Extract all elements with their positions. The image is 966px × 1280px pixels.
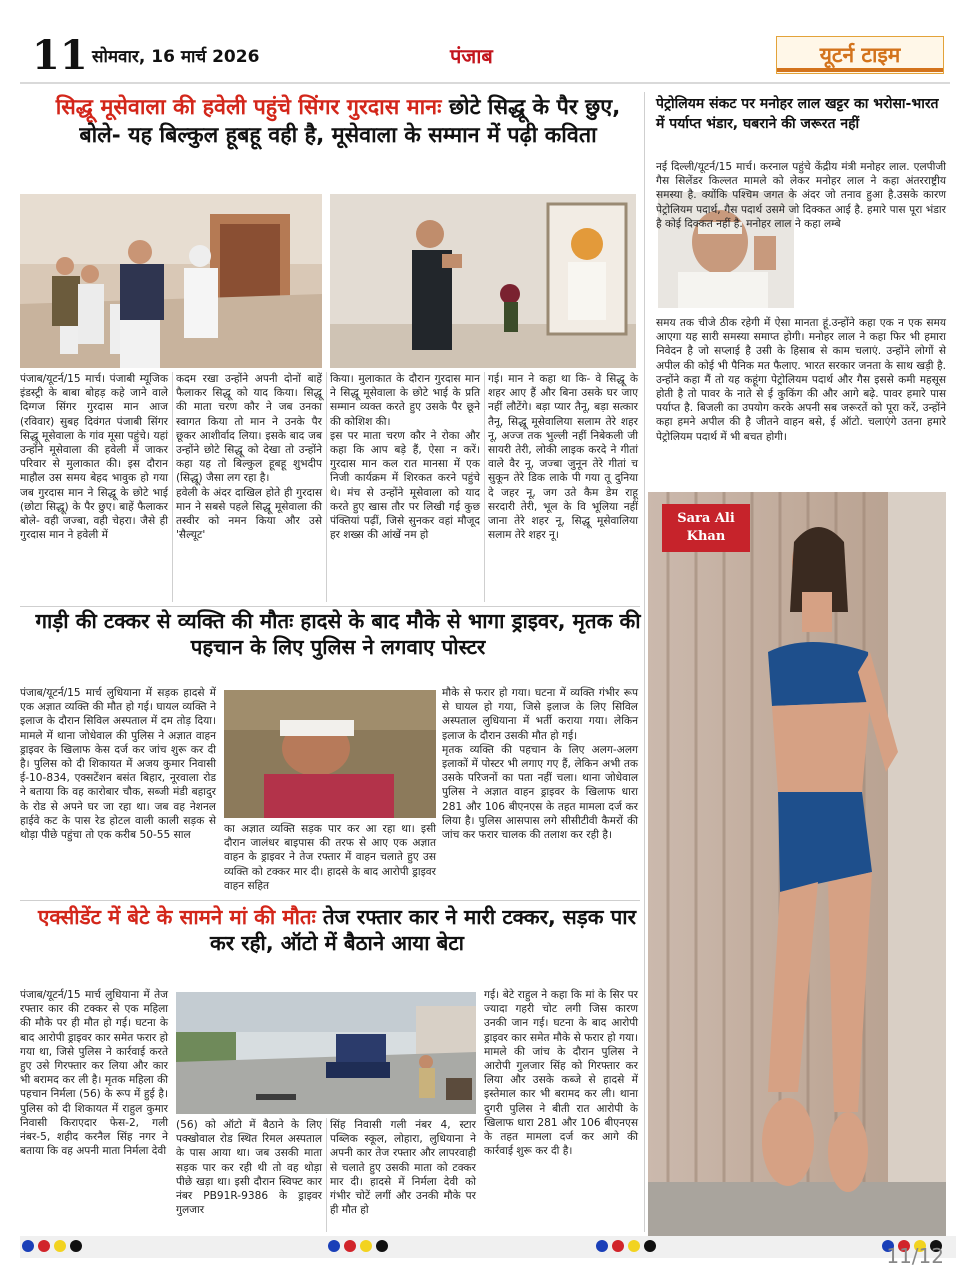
page-number: 11 (32, 32, 88, 79)
newspaper-logo (776, 36, 944, 74)
story3-photo-accident-graphic (176, 992, 476, 1114)
masthead (20, 32, 950, 84)
story1-headline-lead: सिद्धू मूसेवाला की हवेली पहुंचे सिंगर गुरदास मानः (55, 95, 442, 120)
story2-photo-victim (224, 690, 436, 818)
story3-column-1: पंजाब/यूटर्न/15 मार्च लुधियाना में तेज रफ्तार कार की टक्कर से एक महिला की मौके पर ही मौत हो गई। घटना के बाद आरोपी ड्राइवर कार समेत फरार हो गया था, जिसे पुलिस ने कार्रवाई करते हुए उसे गिरफ्तार कर लिया और कार भी बरामद कर ली है। मृतक महिला की पहचान निर्मला (56) के रूप में हुई है। पुलिस को दी शिकायत में राहुल कुमार निवासी किराएदार फेस-2, गली नंबर-5, शहीद करनैल सिंह नगर ने बताया कि वह अपनी माता निर्मला देवी (20, 989, 168, 1158)
story3-headline-lead: एक्सीडेंट में बेटे के सामने मां की मौतः (38, 905, 316, 929)
story3-headline (30, 904, 644, 956)
column-divider (484, 372, 485, 602)
story3-headline-main: तेज रफ्तार कार ने मारी टक्कर, सड़क पार कर रही, ऑटो में बैठाने आया बेटा (210, 905, 636, 956)
story1-photo-visit-graphic (20, 194, 322, 368)
color-dot (376, 1240, 388, 1252)
story3-column-2: (56) को ऑटो में बैठाने के लिए पक्खोवाल रोड स्थित रिमल अस्पताल के पास आया था। जब उसकी माता सड़क पार कर रही थी तो वह थोड़ा पीछे खड़ा था। इसी दौरान स्विफ्ट कार नंबर PB91R-9386 के ड्राइवर गुलजार (176, 1119, 322, 1217)
story3-column-3: सिंह निवासी गली नंबर 4, स्टार पब्लिक स्कूल, लोहारा, लुधियाना ने अपनी कार तेज रफ्तार और लापरवाही से चलाते हुए उसकी माता को टक्कर मार दी। हादसे में निर्मला देवी को गंभीर चोटें लगीं और उनकी मौके पर ही मौत हो (330, 1119, 476, 1217)
story2-column-1: पंजाब/यूटर्न/15 मार्च लुधियाना में सड़क हादसे में एक अज्ञात व्यक्ति की मौत हो गई। घायल व्यक्ति ने इलाज के दौरान सिविल अस्पताल में दम तोड़ दिया। मामले में थाना जोधेवाल की पुलिस ने अज्ञात वाहन ड्राइवर के खिलाफ केस दर्ज कर जांच शुरू कर दी है। पुलिस को दी शिकायत में अजय कुमार निवासी ई-10-834, एक्सटेंशन बसंत बिहार, नूरवाला रोड ने बताया कि वह कारोबार चौक, सब्जी मंडी बहादुर के रोड से अपने घर जा रहा था। जब वह नेशनल हाईवे कट के पास रेड होटल वाली काली सड़क से थोड़ा पीछे पहुंचा तो एक करीब 50-55 साल (20, 687, 216, 841)
story2-photo-victim-graphic (224, 690, 436, 818)
section-divider (20, 900, 640, 901)
logo-underline (777, 68, 943, 72)
newspaper-page (12, 26, 956, 1234)
footer-dots-center-left (328, 1240, 388, 1252)
story2-column-3: मौके से फरार हो गया। घटना में व्यक्ति गंभीर रूप से घायल हो गया, जिसे इलाज के लिए सिविल अस्पताल लुधियाना में भर्ती कराया गया। लेकिन इलाज के दौरान उसकी मौत हो गई। मृतक व्यक्ति की पहचान के लिए अलग-अलग इलाकों में पोस्टर भी लगाए गए हैं, लेकिन अभी तक उसके परिजनों का पता नहीं चला। थाना जोधेवाल पुलिस ने अज्ञात वाहन ड्राइवर के खिलाफ धारा 281 और 106 बीएनएस के तहत मामला दर्ज कर लिया है। पुलिस आसपास लगे सीसीटीवी कैमरों की जांच कर फरार चालक की तलाश कर रही है। (442, 687, 638, 841)
story3-photo-accident (176, 992, 476, 1114)
story1-photo-visit (20, 194, 322, 368)
sidebar-headline: पेट्रोलियम संकट पर मनोहर लाल खट्टर का भरोसा-भारत में पर्याप्त भंडार, घबराने की जरूरत नहीं (656, 96, 939, 133)
story2-column-2: का अज्ञात व्यक्ति सड़क पार कर आ रहा था। इसी दौरान जालंधर बाइपास की तरफ से आए एक अज्ञात वाहन के ड्राइवर ने तेज रफ्तार में वाहन चलाते हुए उस व्यक्ति को टक्कर मार दी। हादसे के बाद आरोपी ड्राइवर वाहन सहित (224, 823, 436, 892)
column-divider (172, 372, 173, 602)
sidebar-text-right (800, 194, 946, 312)
story1-column-2: कदम रखा उन्होंने अपनी दोनों बाहें फैलाकर सिद्धू को याद किया। सिद्धू की माता चरण कौर ने जब उनका स्वागत किया तो मान ने उनके पैर छूकर आशीर्वाद लिया। इसके बाद जब उन्होंने छोटे सिद्धू को देखा तो उन्होंने कहा यह तो बिल्कुल हूबहू शुभदीप (सिद्धू) जैसा लग रहा है। हवेली के अंदर दाखिल होते ही गुरदास मान ने सबसे पहले सिद्धू मूसेवाला की तस्वीर को नमन किया और उसे 'सैल्यूट' (176, 373, 322, 542)
section-name: पंजाब (450, 44, 493, 68)
story1-photo-tribute-graphic (330, 194, 636, 368)
issue-date: सोमवार, 16 मार्च 2026 (92, 47, 260, 67)
footer-dots-left (22, 1240, 82, 1252)
sidebar-divider (644, 92, 645, 1232)
sidebar-text-top: नई दिल्ली/यूटर्न/15 मार्च। करनाल पहुंचे केंद्रीय मंत्री मनोहर लाल. एलपीजी गैस सिलेंडर किल्लत मामले को लेकर मनोहर लाल ने कहा अंतरराष्ट्रीय समस्या है. क्योंकि पश्चिम जगत के अंदर जो तनाव हुआ है.उसके कारण पेट्रोलियम पदार्थ, गैस पदार्थ उसमे जो दिक्कत आई है. हमारे पास पूरा भंडार है कोई दिक्कत नहीं है. मनोहर लाल ने कहा लम्बे (656, 161, 946, 230)
celebrity-name-label: Sara Ali Khan (662, 504, 750, 552)
column-divider (326, 1118, 327, 1232)
color-dot (628, 1240, 640, 1252)
color-dot (38, 1240, 50, 1252)
footer-dots-center-right (596, 1240, 656, 1252)
story3-column-4: गई। बेटे राहुल ने कहा कि मां के सिर पर ज्यादा गहरी चोट लगी जिस कारण उनकी जान गई। घटना के बाद आरोपी ड्राइवर कार समेत मौके से फरार हो गया। मामले की जांच के दौरान पुलिस ने आरोपी गुलजार सिंह को गिरफ्तार कर लिया और उसके कब्जे से हादसे में इस्तेमाल कार भी बरामद कर ली। थाना दुगरी पुलिस ने बीती रात आरोपी के खिलाफ धारा 281 और 106 बीएनएस के तहत मामला दर्ज कर आगे की कार्रवाई शुरू कर दी है। (484, 989, 638, 1158)
color-dot (596, 1240, 608, 1252)
color-dot (70, 1240, 82, 1252)
story1-photo-tribute (330, 194, 636, 368)
color-dot (22, 1240, 34, 1252)
color-dot (344, 1240, 356, 1252)
story1-headline-main: छोटे सिद्धू के पैर छुए, बोले- यह बिल्कुल हूबहू वही है, मूसेवाला के सम्मान में पढ़ी कविता (79, 95, 621, 148)
page-counter: 11/12 (886, 1244, 944, 1268)
column-divider (326, 372, 327, 602)
logo-text: यूटर्न टाइम (819, 43, 901, 67)
sidebar-photo-celebrity (648, 492, 946, 1252)
story1-column-4: गई। मान ने कहा था कि- वे सिद्धू के शहर आए हैं और बिना उसके घर जाए नहीं लौटेंगे। बड़ा प्यार तैनू, बड़ा सत्कार तैनू, सिद्धू मूसेवालिया सलाम तेरे शहर नू, अज्ज तक भुल्ली नहीं निबेकली जी सायरी तेरी, लोकी लाइक करदे ने गीतां वाले वैर नू, जज्बा जुनून तेरे गीतां च सुकून तेरे डिक लाके पी गया तू दुनिया दे जहर नू, जग उते कैम डेम राहू सरदारी तेरी, भूल के वि भूलिया नहीं जाना तेरे शहर नू, सिद्धू मूसेवालिया सलाम तेरे शहर नू। (488, 373, 638, 542)
color-dot (54, 1240, 66, 1252)
color-dot (328, 1240, 340, 1252)
footer-bar (20, 1236, 956, 1258)
section-divider (20, 606, 640, 607)
color-dot (644, 1240, 656, 1252)
story1-column-1: पंजाब/यूटर्न/15 मार्च। पंजाबी म्यूजिक इंडस्ट्री के बाबा बोहड़ कहे जाने वाले दिग्गज सिंगर गुरदास मान आज (रविवार) सुबह दिवंगत पंजाबी सिंगर सिद्धू मूसेवाला के गांव मूसा पहुंचे। यहां उन्होंने मूसेवाला की हवेली में जाकर परिवार से मुलाकात की। इस दौरान माहौल उस समय बेहद भावुक हो गया जब गुरदास मान ने सिद्धू के छोटे भाई (छोटा सिद्धू) के पैर छुए। बाहें फैलाकर बोले- वही जज्बा, वही चेहरा। जैसे ही गुरदास मान ने हवेली में (20, 373, 168, 542)
sidebar-photo-celebrity-graphic (648, 492, 946, 1252)
story1-headline (32, 94, 644, 149)
sidebar-text-below: समय तक चीजे ठीक रहेगी में ऐसा मानता हूं.उन्होंने कहा एक न एक समय आएगा यह सारी समस्या समाप्त होगी। मनोहर लाल ने कहा फिर भी हमारा निवेदन है जो सप्लाई है उसी के हिसाब से काम चलाएं. उन्होंने लोगों से अपील की कोई भी पैनिक मत फैलाए. भारत सरकार जनता के साथ खड़ी है. उन्होंने कहा मैं तो यह कहूंगा पेट्रोलियम पदार्थ और गैस इससे कमी महसूस होती है तो पावर के नाते से ई कुकिंग की और आगे बढ़े. पावर हमारे पास पर्याप्त है. बिजली का उपयोग करके अपनी सब जरूरतें को पूरा करें, उन्होंने कहा हमने अपील की है जीतने वाहन बसे, ई ऑटो. चलाएंगे उतना हमारे पेट्रोलियम पदार्थ में भी बचत होगी। (656, 317, 946, 443)
color-dot (360, 1240, 372, 1252)
color-dot (612, 1240, 624, 1252)
story1-column-3: किया। मुलाकात के दौरान गुरदास मान ने सिद्धू मूसेवाला के छोटे भाई के प्रति सम्मान व्यक्त करते हुए उसके पैर छूने की कोशिश की। इस पर माता चरण कौर ने रोका और कहा कि आप बड़े हैं, ऐसा न करें। गुरदास मान कल रात मानसा में एक निजी कार्यक्रम में शिरकत करने पहुंचे थे। मंच से उन्होंने मूसेवाला को याद करते हुए खास तौर पर लिखी गई कुछ पंक्तियां पढ़ीं, जिसे सुनकर वहां मौजूद हर शख्स की आंखें नम हो (330, 373, 480, 542)
story2-headline: गाड़ी की टक्कर से व्यक्ति की मौतः हादसे के बाद मौके से भागा ड्राइवर, मृतक की पहचान के लिए पुलिस ने लगवाए पोस्टर (35, 609, 641, 660)
